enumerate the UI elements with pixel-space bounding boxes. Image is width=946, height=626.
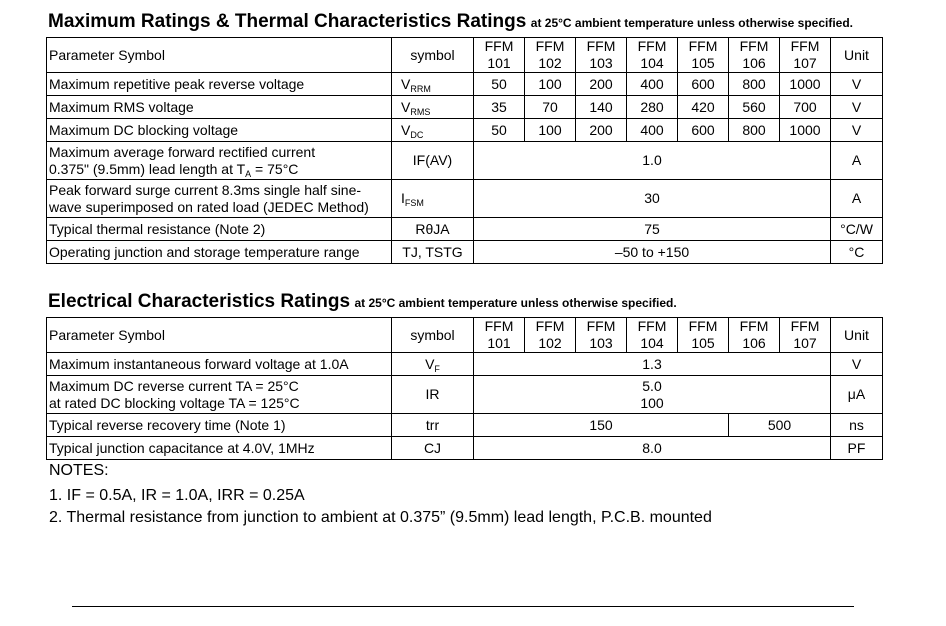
value-cell: 400: [627, 73, 678, 96]
value-cell: 1000: [780, 119, 831, 142]
header-model: FFM 104: [627, 38, 678, 73]
value-cell: 150: [474, 414, 729, 437]
header-symbol: symbol: [392, 38, 474, 73]
symbol-cell: TJ, TSTG: [392, 241, 474, 264]
table-header-row: [47, 318, 883, 353]
value-cell: 800: [729, 119, 780, 142]
value-cell: 280: [627, 96, 678, 119]
section-title: Electrical Characteristics Ratings: [48, 291, 351, 312]
table-row-vrrm: [47, 73, 883, 96]
unit-cell: μA: [831, 376, 883, 414]
header-model: FFM 107: [780, 318, 831, 353]
header-model: FFM 105: [678, 38, 729, 73]
header-model: FFM 107: [780, 38, 831, 73]
value-cell: 1.3: [474, 353, 831, 376]
value-cell: 100: [525, 119, 576, 142]
param-cell: Maximum DC blocking voltage: [47, 119, 392, 142]
value-cell: 600: [678, 73, 729, 96]
param-cell: Typical junction capacitance at 4.0V, 1MHz: [47, 437, 392, 460]
section-heading-max-ratings: [48, 11, 853, 33]
value-cell: 70: [525, 96, 576, 119]
value-cell: 800: [729, 73, 780, 96]
symbol-cell: IR: [392, 376, 474, 414]
value-cell: 100: [525, 73, 576, 96]
value-cell: 50: [474, 73, 525, 96]
param-cell: Operating junction and storage temperature range: [47, 241, 392, 264]
symbol-cell: $V_{RRM}$: [392, 73, 474, 96]
value-cell: 200: [576, 119, 627, 142]
header-model: FFM 105: [678, 318, 729, 353]
header-symbol: symbol: [392, 318, 474, 353]
symbol-cell: $V_F$: [392, 353, 474, 376]
footer-divider: [72, 606, 854, 607]
value-cell: 1000: [780, 73, 831, 96]
header-model: FFM 102: [525, 38, 576, 73]
param-cell: Typical reverse recovery time (Note 1): [47, 414, 392, 437]
param-cell: Maximum RMS voltage: [47, 96, 392, 119]
param-cell: Maximum average forward rectified current 0.375" (9.5mm) lead length at $T_A = 75^\circ C$: [47, 142, 392, 180]
section-title: Maximum Ratings & Thermal Characteristics Ratings: [48, 11, 527, 32]
header-model: FFM 103: [576, 38, 627, 73]
unit-cell: PF: [831, 437, 883, 460]
unit-cell: °C: [831, 241, 883, 264]
note-item-1: 1. IF = 0.5A, IR = 1.0A, IRR = 0.25A: [49, 487, 305, 504]
param-cell: Maximum instantaneous forward voltage at 1.0A: [47, 353, 392, 376]
table-row-vdc: [47, 119, 883, 142]
value-cell: 140: [576, 96, 627, 119]
table-row-cj: [47, 437, 883, 460]
electrical-table: [46, 317, 883, 460]
value-cell: 600: [678, 119, 729, 142]
unit-cell: ns: [831, 414, 883, 437]
table-row-ifsm: [47, 180, 883, 218]
symbol-cell: IF(AV): [392, 142, 474, 180]
unit-cell: A: [831, 142, 883, 180]
note-item-2: 2. Thermal resistance from junction to ambient at 0.375” (9.5mm) lead length, P.C.B. mounted: [49, 509, 712, 526]
value-cell: 50: [474, 119, 525, 142]
value-cell: –50 to +150: [474, 241, 831, 264]
symbol-cell: $I_{FSM}$: [392, 180, 474, 218]
param-cell: Typical thermal resistance (Note 2): [47, 218, 392, 241]
symbol-cell: trr: [392, 414, 474, 437]
header-parameter: Parameter Symbol: [47, 38, 392, 73]
value-cell: 5.0 100: [474, 376, 831, 414]
table-row-ifav: [47, 142, 883, 180]
unit-cell: V: [831, 353, 883, 376]
table-row-vf: [47, 353, 883, 376]
value-cell: 1.0: [474, 142, 831, 180]
value-cell: 35: [474, 96, 525, 119]
symbol-cell: CJ: [392, 437, 474, 460]
value-cell: 75: [474, 218, 831, 241]
header-model: FFM 101: [474, 38, 525, 73]
table-header-row: [47, 38, 883, 73]
notes-heading: NOTES:: [49, 462, 109, 479]
max-ratings-table: [46, 37, 883, 264]
table-row-vrms: [47, 96, 883, 119]
header-model: FFM 106: [729, 38, 780, 73]
header-model: FFM 104: [627, 318, 678, 353]
symbol-cell: $V_{RMS}$: [392, 96, 474, 119]
value-cell: 700: [780, 96, 831, 119]
table-row-tj: [47, 241, 883, 264]
param-cell: Maximum DC reverse current TA = 25°C at rated DC blocking voltage TA = 125°C: [47, 376, 392, 414]
value-cell: 560: [729, 96, 780, 119]
value-cell: 200: [576, 73, 627, 96]
unit-cell: °C/W: [831, 218, 883, 241]
header-model: FFM 103: [576, 318, 627, 353]
section-heading-electrical: [48, 291, 677, 313]
header-model: FFM 101: [474, 318, 525, 353]
header-parameter: Parameter Symbol: [47, 318, 392, 353]
section-subtitle: at 25°C ambient temperature unless otherwise specified.: [354, 296, 677, 310]
value-cell: 500: [729, 414, 831, 437]
symbol-cell: $V_{DC}$: [392, 119, 474, 142]
table-row-rthja: [47, 218, 883, 241]
value-cell: 8.0: [474, 437, 831, 460]
unit-cell: V: [831, 73, 883, 96]
value-cell: 400: [627, 119, 678, 142]
unit-cell: A: [831, 180, 883, 218]
unit-cell: V: [831, 96, 883, 119]
header-unit: Unit: [831, 38, 883, 73]
table-row-trr: [47, 414, 883, 437]
param-cell: Peak forward surge current 8.3ms single half sine- wave superimposed on rated load (JEDEC Method): [47, 180, 392, 218]
param-cell: Maximum repetitive peak reverse voltage: [47, 73, 392, 96]
header-model: FFM 102: [525, 318, 576, 353]
header-unit: Unit: [831, 318, 883, 353]
value-cell: 420: [678, 96, 729, 119]
header-model: FFM 106: [729, 318, 780, 353]
section-subtitle: at 25°C ambient temperature unless otherwise specified.: [530, 16, 854, 30]
unit-cell: V: [831, 119, 883, 142]
value-cell: 30: [474, 180, 831, 218]
symbol-cell: RθJA: [392, 218, 474, 241]
table-row-ir: [47, 376, 883, 414]
